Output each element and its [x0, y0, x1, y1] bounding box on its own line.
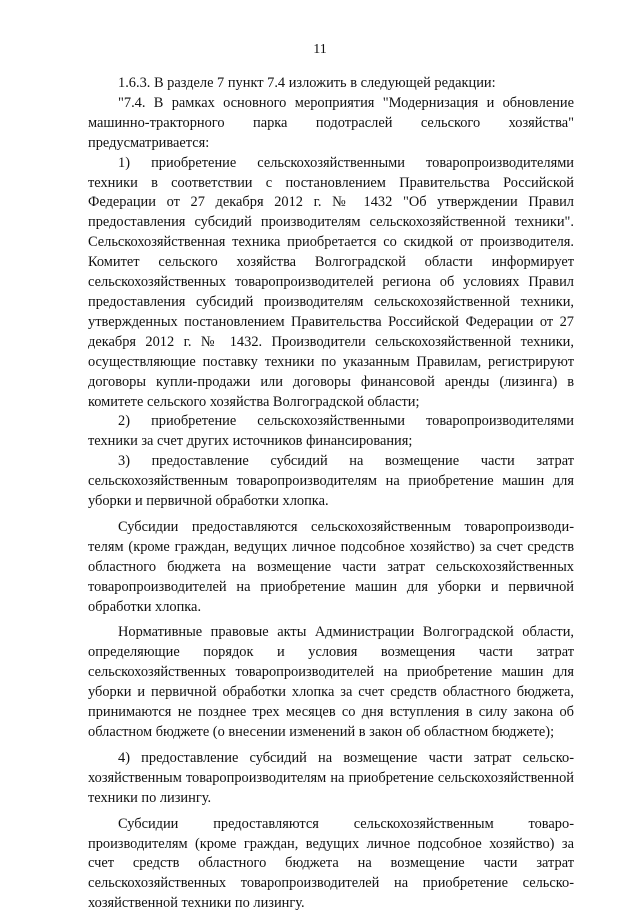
paragraph-item-4: 4) предоставление субсидий на возмещение части затрат сельскохозяйственным товаропроизводителям на приобретение сельскохозяйственной техники по лизингу. — [88, 749, 574, 806]
paragraph-subsidies-leasing: Субсидии предоставляются сельскохозяйственным товаропроизводителям (кроме граждан, ведущих личное подсобное хозяйство) за счет средств областного бюджета на возмещение части затрат сельскохозяйственных товаропроизводителей на приобретение сельскохозяйственной техники по лизингу. — [88, 815, 574, 912]
paragraph-item-3: 3) предоставление субсидий на возмещение части затрат сельскохозяйственным товаропроизводителям на приобретение машин для уборки и первичной обработки хлопка. — [88, 453, 574, 510]
paragraph-item-1: 1) приобретение сельскохозяйственными товаропроизводителями техники в соответствии с постановлением Правительства Российской Федерации от 27 декабря 2012 г. № 1432 "Об утверждении Правил предоставления субсидий производителям сельскохозяйственной техники". Сельскохозяйственная техника приобретается со скидкой от производителя. Комитет сельского хозяйства Волгоградской области информирует сельскохозяйственных товаропроизводителей региона об условиях Правил предоставления субсидий производителям сельскохозяйственной техники, утвержденных постановлением Правительства Российской Федерации от 27 декабря 2012 г. № 1432. Производители сельскохозяйственной техники, осуществляющие поставку техники по указанным Правилам, регистрируют договоры купли-продажи или договоры финансовой аренды (лизинга) в комитете сельского хозяйства Волгоградской области; — [88, 154, 574, 410]
paragraph-item-2: 2) приобретение сельскохозяйственными товаропроизводителями техники за счет других источников финансирования; — [88, 413, 574, 450]
paragraph-subsidies-cotton: Субсидии предоставляются сельскохозяйственным товаропроизводителям (кроме граждан, ведущих личное подсобное хозяйство) за счет средств областного бюджета на возмещение части затрат сельскохозяйственных товаропроизводителей на приобретение машин для уборки и первичной обработки хлопка. — [88, 518, 574, 615]
page-number: 11 — [313, 42, 327, 57]
paragraph-section-heading: 1.6.3. В разделе 7 пункт 7.4 изложить в следующей редакции: — [118, 75, 496, 91]
paragraph-intro: "7.4. В рамках основного мероприятия "Модернизация и обновление машинно-тракторного парка подотраслей сельского хозяйства" предусматривается: — [88, 94, 574, 151]
document-body — [88, 74, 574, 914]
paragraph-regulations: Нормативные правовые акты Администрации Волгоградской области, определяющие порядок и условия возмещения части затрат сельскохозяйственных товаропроизводителей на приобретение машин для уборки и первичной обработки хлопка за счет средств областного бюджета, принимаются не позднее трех месяцев со дня вступления в силу закона об областном бюджете (о внесении изменений в закон об областном бюджете); — [88, 624, 574, 740]
